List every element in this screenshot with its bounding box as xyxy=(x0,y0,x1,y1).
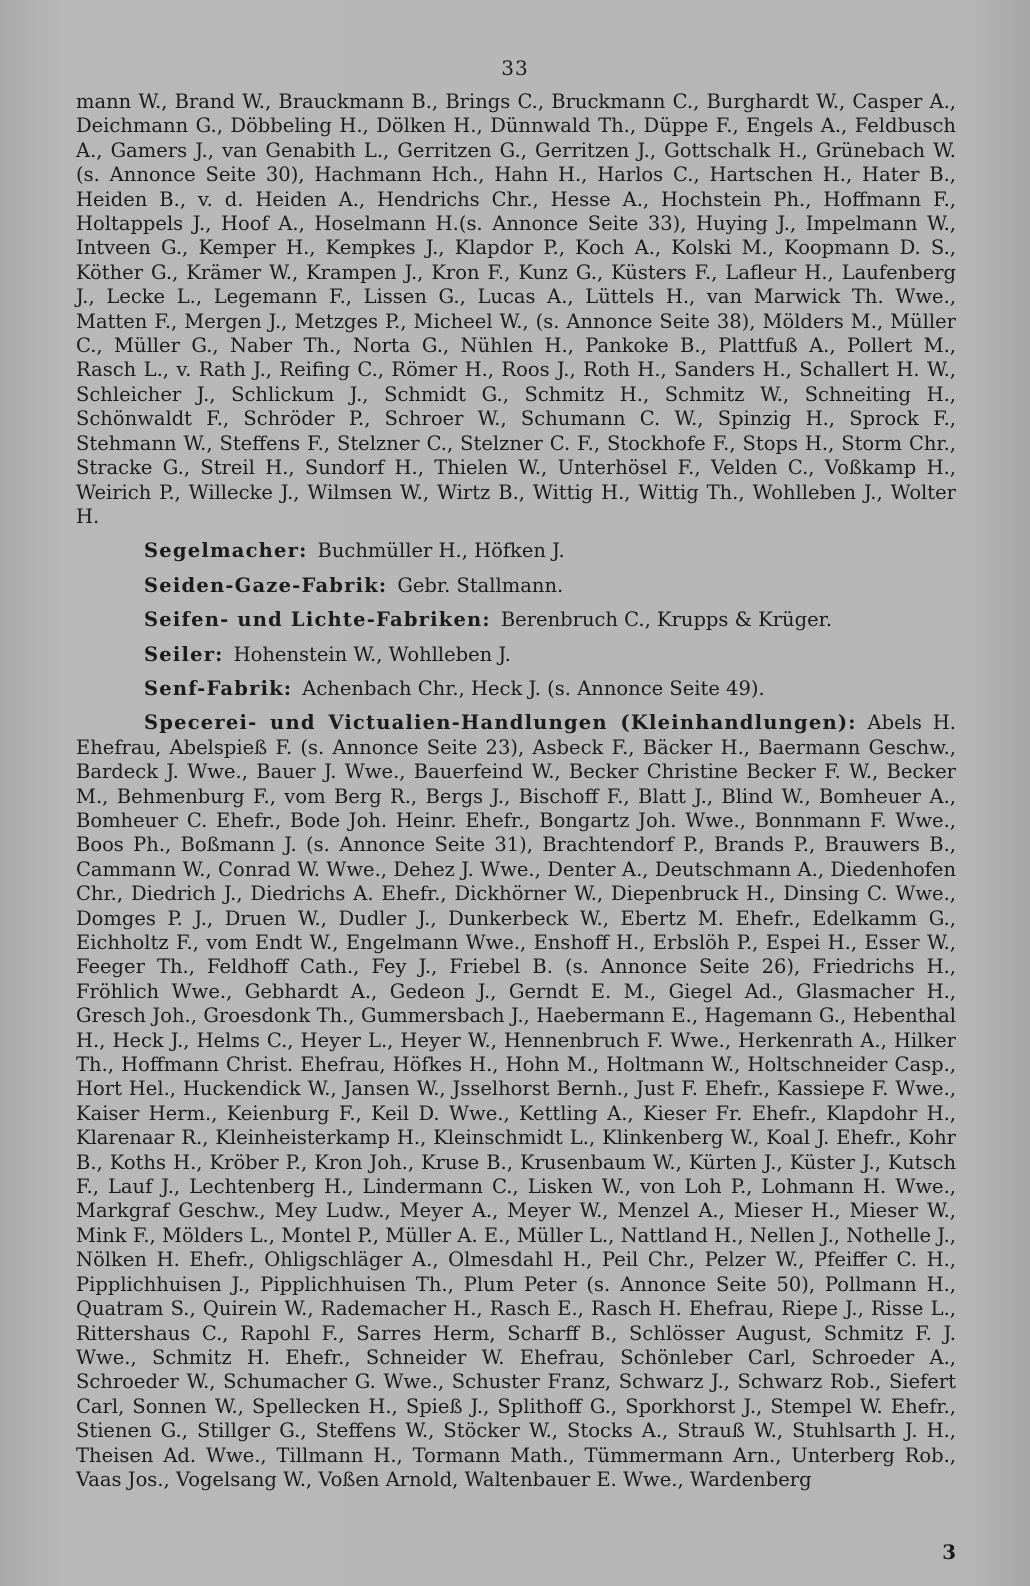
entry-seifen-fabriken xyxy=(76,608,956,632)
entry-heading: Seiden-Gaze-Fabrik: xyxy=(144,573,388,597)
entry-senf-fabrik xyxy=(76,677,956,701)
entry-text: Achenbach Chr., Heck J. (s. Annonce Seite 49). xyxy=(302,676,765,700)
entry-text: Berenbruch C., Krupps & Krüger. xyxy=(500,608,833,632)
entry-seiden-gaze-fabrik xyxy=(76,574,956,598)
entry-text: Hohenstein W., Wohlleben J. xyxy=(233,642,511,666)
entry-text: Buchmüller H., Höfken J. xyxy=(317,539,565,563)
entry-text: Abels H. Ehefrau, Abelspieß F. (s. Annonce Seite 23), Asbeck F., Bäcker H., Baermann Geschw., Bardeck J. Wwe., Bauer J. Wwe., Bauerfeind W., Becker Christine Becker F. W., Becker M., Behmenburg F., vom Berg R., Bergs J., Bischoff F., Blatt J., Blind W., Bomheuer A., Bomheuer C. Ehefr., Bode Joh. Heinr. Ehefr., Bongartz Joh. Wwe., Bonnmann F. Wwe., Boos Ph., Boßmann J. (s. Annonce Seite 31), Brachtendorf P., Brands P., Brauwers B., Cammann W., Conrad W. Wwe., Dehez J. Wwe., Denter A., Deutschmann A., Diedenhofen Chr., Diedrich J., Diedrichs A. Ehefr., Dickhörner W., Diepenbruck H., Dinsing C. Wwe., Domges P. J., Druen W., Dudler J., Dunkerbeck W., Ebertz M. Ehefr., Edelkamm G., Eichholtz F., vom Endt W., Engelmann Wwe., Enshoff H., Erbslöh P., Espei H., Esser W., Feeger Th., Feldhoff Cath., Fey J., Friebel B. (s. Annonce Seite 26), Friedrichs H., Fröhlich Wwe., Gebhardt A., Gedeon J., Gerndt E. M., Giegel Ad., Glasmacher H., Gresch Joh., Groesdonk Th., Gummersbach J., Haebermann E., Hagemann G., Hebenthal H., Heck J., Helms C., Heyer L., Heyer W., Hennenbruch F. Wwe., Herkenrath A., Hilker Th., Hoffmann Christ. Ehefrau, Höfkes H., Hohn M., Holtmann W., Holtschneider Casp., Hort Hel., Huckendick W., Jansen W., Jsselhorst Bernh., Just F. Ehefr., Kassiepe F. Wwe., Kaiser Herm., Keienburg F., Keil D. Wwe., Kettling A., Kieser Fr. Ehefr., Klapdohr H., Klarenaar R., Kleinheisterkamp H., Kleinschmidt L., Klinkenberg W., Koal J. Ehefr., Kohr B., Koths H., Kröber P., Kron Joh., Kruse B., Krusenbaum W., Kürten J., Küster J., Kutsch F., Lauf J., Lechtenberg H., Lindermann C., Lisken W., von Loh P., Lohmann H. Wwe., Markgraf Geschw., Mey Ludw., Meyer A., Meyer W., Menzel A., Mieser H., Mieser W., Mink F., Mölders L., Montel P., Müller A. E., Müller L., Nattland H., Nellen J., Nothelle J., Nölken H. Ehefr., Ohligschläger A., Olmesdahl H., Peil Chr., Pelzer W., Pfeiffer C. H., Pipplichhuisen J., Pipplichhuisen Th., Plum Peter (s. Annonce Seite 50), Pollmann H., Quatram S., Quirein W., Rademacher H., Rasch E., Rasch H. Ehefrau, Riepe J., Risse L., Rittershaus C., Rapohl F., Sarres Herm, Scharff B., Schlösser August, Schmitz F. J. Wwe., Schmitz H. Ehefr., Schneider W. Ehefrau, Schönleber Carl, Schroeder A., Schroeder W., Schumacher G. Wwe., Schuster Franz, Schwarz J., Schwarz Rob., Siefert Carl, Sonnen W., Spellecken H., Spieß J., Splithoff G., Sporkhorst J., Stempel W. Ehefr., Stienen G., Stillger G., Steffens W., Stöcker W., Stocks A., Strauß W., Stuhlsarth J. H., Theisen Ad. Wwe., Tillmann H., Tormann Math., Tümmermann Arn., Unterberg Rob., Vaas Jos., Vogelsang W., Voßen Arnold, Waltenbauer E. Wwe., Wardenberg xyxy=(76,711,956,1491)
entry-heading: Seifen- und Lichte-Fabriken: xyxy=(144,608,491,632)
page-content xyxy=(76,90,956,1492)
entry-heading: Seiler: xyxy=(144,642,224,666)
continued-paragraph: mann W., Brand W., Brauckmann B., Brings C., Bruckmann C., Burghardt W., Casper A., Deichmann G., Döbbeling H., Dölken H., Dünnwald Th., Düppe F., Engels A., Feldbusch A., Gamers J., van Genabith L., Gerritzen G., Gerritzen J., Gottschalk H., Grünebach W. (s. Annonce Seite 30), Hachmann Hch., Hahn H., Harlos C., Hartschen H., Hater B., Heiden B., v. d. Heiden A., Hendrichs Chr., Hesse A., Hochstein Ph., Hoffmann F., Holtappels J., Hoof A., Hoselmann H.(s. Annonce Seite 33), Huying J., Impelmann W., Intveen G., Kemper H., Kempkes J., Klapdor P., Koch A., Kolski M., Koopmann D. S., Köther G., Krämer W., Krampen J., Kron F., Kunz G., Küsters F., Lafleur H., Laufenberg J., Lecke L., Legemann F., Lissen G., Lucas A., Lüttels H., van Marwick Th. Wwe., Matten F., Mergen J., Metzges P., Micheel W., (s. Annonce Seite 38), Mölders M., Müller C., Müller G., Naber Th., Norta G., Nühlen H., Pankoke B., Plattfuß A., Pollert M., Rasch L., v. Rath J., Reifing C., Römer H., Roos J., Roth H., Sanders H., Schallert H. W., Schleicher J., Schlickum J., Schmidt G., Schmitz H., Schmitz W., Schneiting H., Schönwaldt F., Schröder P., Schroer W., Schumann C. W., Spinzig H., Sprock F., Stehmann W., Steffens F., Stelzner C., Stelzner C. F., Stockhofe F., Stops H., Storm Chr., Stracke G., Streil H., Sundorf H., Thielen W., Unterhösel F., Velden C., Voßkamp H., Weirich P., Willecke J., Wilmsen W., Wirtz B., Wittig H., Wittig Th., Wohlleben J., Wolter H. xyxy=(76,90,956,528)
signature-mark: 3 xyxy=(942,1540,956,1564)
entry-segelmacher xyxy=(76,539,956,563)
entry-heading: Specerei- und Victualien-Handlungen (Kleinhandlungen): xyxy=(144,711,857,735)
entry-heading: Segelmacher: xyxy=(144,539,308,563)
entry-heading: Senf-Fabrik: xyxy=(144,676,293,700)
entry-seiler xyxy=(76,643,956,667)
entry-specerei-handlungen xyxy=(76,711,956,1492)
page-number: 33 xyxy=(501,56,529,80)
entry-text: Gebr. Stallmann. xyxy=(397,573,564,597)
